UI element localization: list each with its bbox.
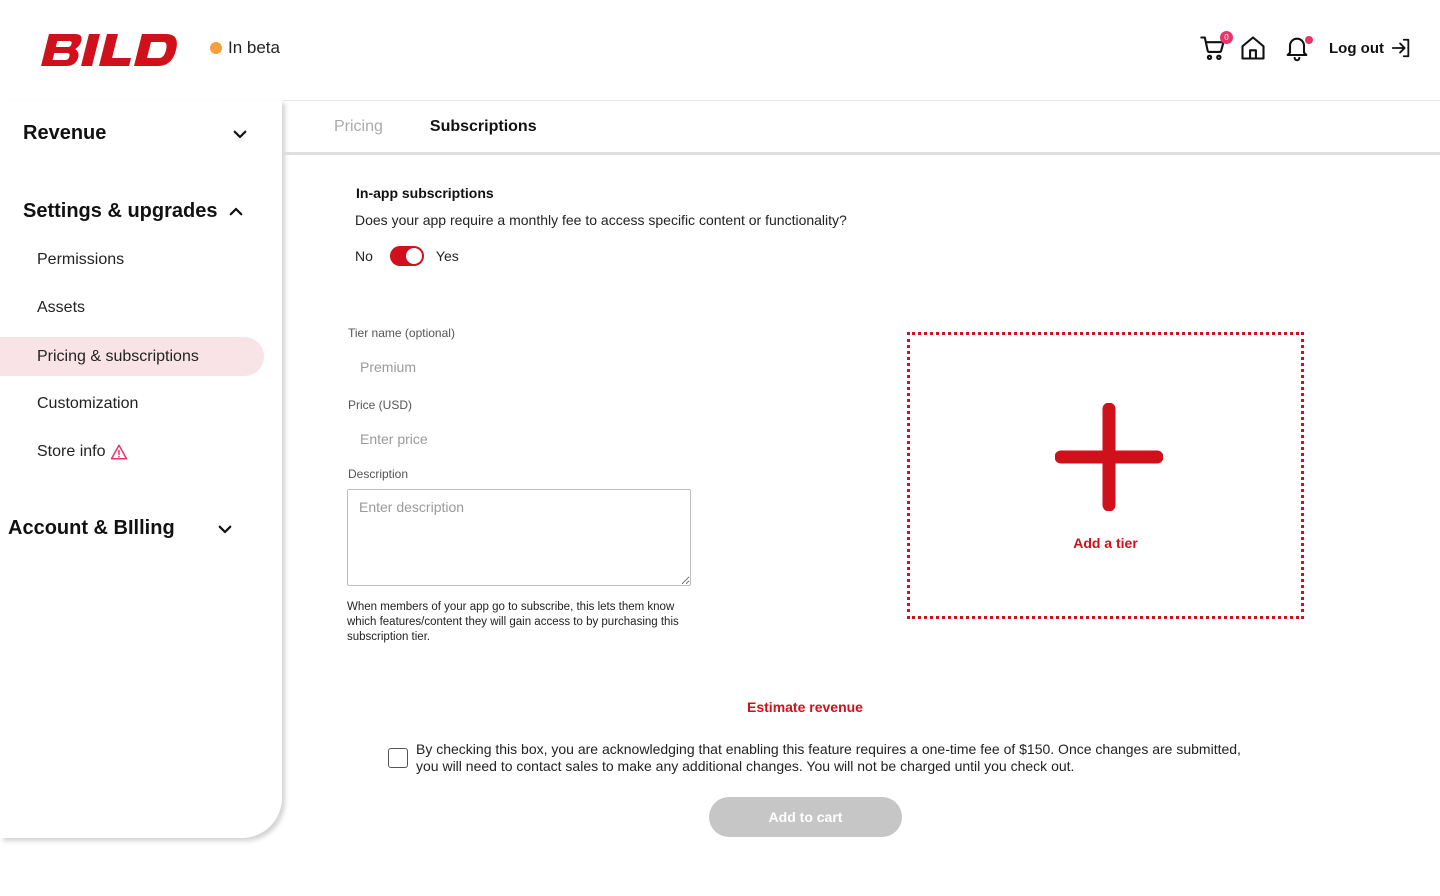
toggle-yes-label: Yes — [435, 248, 459, 264]
toggle-knob — [406, 248, 422, 264]
notification-dot — [1305, 36, 1313, 44]
sidebar-item-store-info[interactable] — [0, 432, 264, 471]
beta-indicator — [210, 38, 280, 58]
sidebar-section-revenue[interactable] — [23, 122, 249, 145]
subscription-toggle[interactable] — [390, 246, 424, 266]
sidebar-item-assets[interactable] — [0, 288, 264, 327]
account-label: Account & BIlling — [8, 517, 175, 539]
tab-bar — [283, 100, 1440, 155]
add-to-cart-button[interactable]: Add to cart — [709, 797, 902, 837]
plus-icon — [1055, 403, 1163, 511]
description-textarea[interactable] — [347, 489, 691, 586]
description-label: Description — [348, 467, 409, 481]
sidebar-section-account[interactable] — [8, 517, 234, 540]
notifications-button[interactable] — [1283, 34, 1311, 62]
revenue-label: Revenue — [23, 122, 107, 144]
logout-button[interactable] — [1329, 37, 1412, 59]
logout-icon — [1390, 37, 1412, 59]
description-help-text: When members of your app go to subscribe, this lets them know which features/content they will gain access to by purchasing this subscription tier. — [347, 601, 679, 643]
add-tier-label: Add a tier — [1073, 535, 1138, 551]
subscription-toggle-row — [355, 246, 459, 266]
toggle-no-label: No — [355, 248, 373, 264]
sidebar — [0, 100, 282, 838]
chevron-down-icon — [231, 125, 249, 143]
cart-count-badge: 0 — [1220, 31, 1233, 44]
settings-label: Settings & upgrades — [23, 200, 218, 222]
top-header — [0, 0, 1440, 100]
subscription-question: Does your app require a monthly fee to access specific content or functionality? — [355, 212, 847, 228]
tier-name-input[interactable] — [348, 352, 690, 382]
beta-dot-icon — [210, 42, 222, 54]
price-input[interactable] — [348, 424, 690, 454]
estimate-revenue-link[interactable]: Estimate revenue — [747, 699, 863, 715]
tab-pricing[interactable]: Pricing — [334, 117, 383, 135]
warning-icon — [110, 443, 128, 461]
sidebar-item-label: Assets — [37, 298, 86, 316]
home-button[interactable] — [1239, 34, 1267, 62]
beta-label: In beta — [228, 38, 280, 57]
logout-label: Log out — [1329, 39, 1384, 57]
acknowledge-text: By checking this box, you are acknowledging that enabling this feature requires a one-time fee of $150. Once changes are submitted, you will need to contact sales to make any additional changes. You will not be charged until you check out. — [416, 741, 1241, 774]
brand-logo-shape — [41, 34, 180, 66]
sidebar-section-settings[interactable] — [23, 200, 245, 223]
section-title: In-app subscriptions — [356, 185, 494, 201]
cart-button[interactable] — [1199, 34, 1227, 62]
chevron-up-icon — [227, 203, 245, 221]
sidebar-item-pricing-subscriptions[interactable] — [0, 337, 264, 376]
tier-name-label: Tier name (optional) — [348, 326, 455, 340]
sidebar-item-label: Permissions — [37, 250, 125, 268]
sidebar-item-label: Store info — [37, 442, 106, 460]
header-actions — [1187, 34, 1412, 62]
price-label: Price (USD) — [348, 398, 413, 412]
bild-logo[interactable] — [38, 30, 198, 70]
sidebar-item-customization[interactable] — [0, 384, 264, 423]
home-icon — [1239, 34, 1267, 62]
tab-subscriptions[interactable]: Subscriptions — [429, 117, 537, 135]
sidebar-item-label: Pricing & subscriptions — [37, 347, 199, 365]
acknowledge-checkbox[interactable] — [388, 748, 408, 768]
chevron-down-icon — [216, 520, 234, 538]
sidebar-item-permissions[interactable] — [0, 240, 264, 279]
sidebar-item-label: Customization — [37, 394, 139, 412]
add-tier-card[interactable] — [907, 332, 1304, 619]
